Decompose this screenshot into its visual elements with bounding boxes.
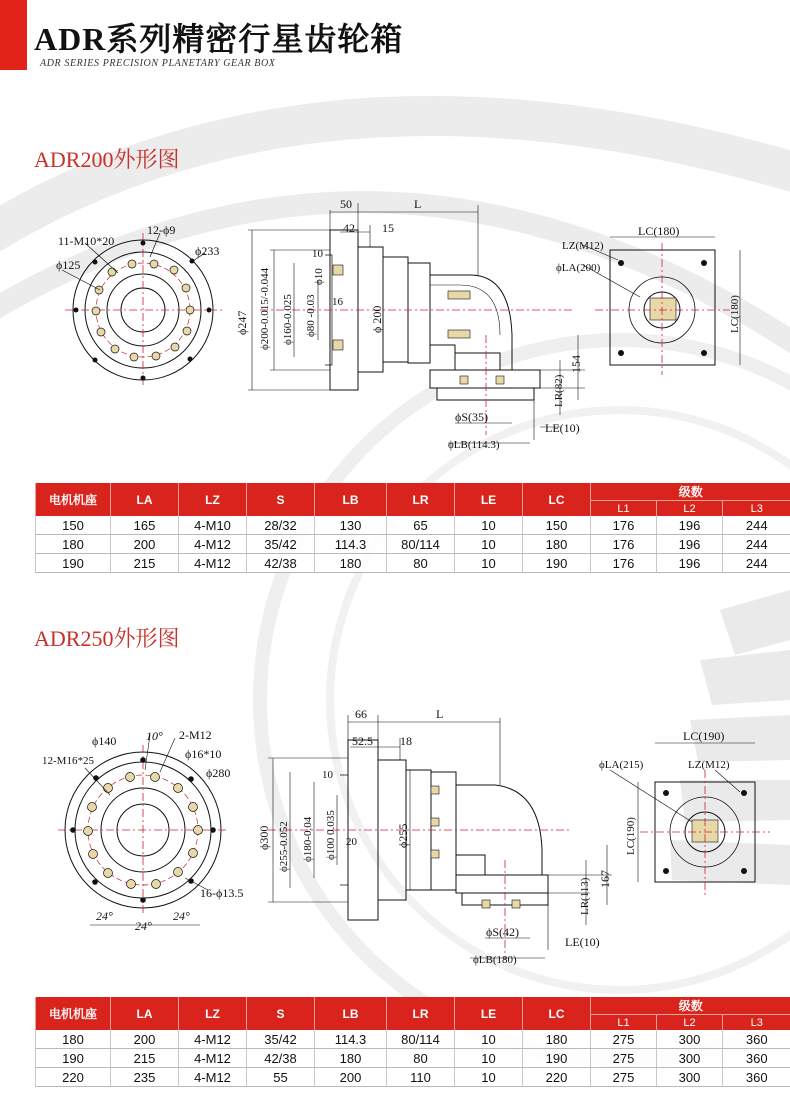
table-cell: 196 — [657, 535, 723, 554]
table-header-LA: LA — [111, 483, 179, 516]
table-header-stages: 级数 — [591, 483, 790, 501]
table-cell: 200 — [111, 1030, 179, 1049]
dim-phi10: ϕ10 — [313, 268, 325, 285]
dim-42: 42 — [343, 221, 355, 235]
table-header-S: S — [247, 997, 315, 1030]
table-cell: 200 — [111, 535, 179, 554]
dim-66: 66 — [355, 707, 367, 721]
dim-S: ϕS(35) — [455, 410, 488, 424]
header-accent-bar — [0, 0, 27, 70]
dim-L: L — [414, 197, 422, 211]
table-cell: 35/42 — [247, 535, 315, 554]
side-LA: ϕLA(215) — [599, 759, 644, 771]
table-cell: 190 — [36, 554, 111, 573]
table-header-LZ: LZ — [179, 483, 247, 516]
table-cell: 215 — [111, 1049, 179, 1068]
table-header-stages: 级数 — [591, 997, 790, 1015]
table-header-LB: LB — [315, 997, 387, 1030]
table-cell: 200 — [315, 1068, 387, 1087]
table-cell: 360 — [723, 1030, 790, 1049]
table-cell: 114.3 — [315, 535, 387, 554]
dim-200a: ϕ200-0.015/-0.044 — [259, 267, 271, 350]
table-cell: 180 — [523, 535, 591, 554]
side-LA: ϕLA(200) — [556, 262, 601, 274]
table-row — [36, 554, 790, 573]
label-angle-a: 24° — [96, 909, 113, 923]
side-LC-left: LC(190) — [625, 817, 637, 855]
table-cell: 130 — [315, 516, 387, 535]
dim-180: ϕ180-0.04 — [302, 816, 314, 862]
section-title-adr250: ADR250外形图 — [34, 626, 180, 651]
dim-20: 20 — [346, 836, 357, 848]
table-cell: 80/114 — [387, 1030, 455, 1049]
table-cell: 35/42 — [247, 1030, 315, 1049]
dim-255a: ϕ255-0.052 — [278, 821, 290, 872]
table-cell: 180 — [315, 1049, 387, 1068]
table-cell: 4-M10 — [179, 516, 247, 535]
adr200-side-view — [248, 203, 585, 443]
table-header-LZ: LZ — [179, 997, 247, 1030]
table-cell: 244 — [723, 554, 790, 573]
label-angle-c: 24° — [173, 909, 190, 923]
side-LC-right: LC(180) — [729, 295, 741, 333]
table-header-LC: LC — [523, 997, 591, 1030]
table-cell: 42/38 — [247, 554, 315, 573]
dim-LE: LE(10) — [565, 935, 600, 949]
table-cell: 196 — [657, 554, 723, 573]
table-cell: 215 — [111, 554, 179, 573]
label-front-2m12: 2-M12 — [179, 728, 212, 742]
table-cell: 42/38 — [247, 1049, 315, 1068]
table-cell: 10 — [455, 1049, 523, 1068]
table-cell: 275 — [591, 1068, 657, 1087]
table-header-L1: L1 — [591, 501, 657, 517]
dim-300: ϕ300 — [257, 825, 271, 850]
table-cell: 300 — [657, 1068, 723, 1087]
dim-L: L — [436, 707, 444, 721]
table-cell: 244 — [723, 516, 790, 535]
table-header-LR: LR — [387, 997, 455, 1030]
table-cell: 10 — [455, 1030, 523, 1049]
table-cell: 180 — [315, 554, 387, 573]
table-cell: 275 — [591, 1030, 657, 1049]
table-cell: 80 — [387, 1049, 455, 1068]
table-cell: 150 — [36, 516, 111, 535]
dim-16: 16 — [332, 296, 343, 308]
table-header-LB: LB — [315, 483, 387, 516]
label-front-phi16: ϕ16*10 — [185, 747, 222, 761]
label-front-pcd: ϕ233 — [195, 244, 220, 258]
dim-255b: ϕ255 — [396, 823, 410, 848]
table-cell: 10 — [455, 535, 523, 554]
table-cell: 28/32 — [247, 516, 315, 535]
table-cell: 4-M12 — [179, 1030, 247, 1049]
table-cell: 10 — [455, 554, 523, 573]
table-header-LC: LC — [523, 483, 591, 516]
table-cell: 220 — [36, 1068, 111, 1087]
table-cell: 150 — [523, 516, 591, 535]
side-LZ: LZ(M12) — [688, 759, 730, 771]
label-front-holes: 11-M10*20 — [58, 234, 115, 248]
label-angle-b: 24° — [135, 919, 152, 933]
table-row — [36, 535, 790, 554]
table-cell: 360 — [723, 1049, 790, 1068]
table-cell: 4-M12 — [179, 535, 247, 554]
dim-LR: LR(82) — [553, 374, 565, 407]
table-header-L3: L3 — [723, 1015, 790, 1031]
table-header-LE: LE — [455, 483, 523, 516]
table-cell: 176 — [591, 535, 657, 554]
table-cell: 235 — [111, 1068, 179, 1087]
dim-LB: ϕLB(114.3) — [448, 439, 500, 451]
table-cell: 114.3 — [315, 1030, 387, 1049]
dim-52: 52.5 — [352, 734, 373, 748]
page-subtitle: ADR SERIES PRECISION PLANETARY GEAR BOX — [40, 58, 276, 69]
table-header-S: S — [247, 483, 315, 516]
drawing-adr200 — [0, 185, 790, 470]
label-front-phi140: ϕ140 — [92, 734, 117, 748]
dim-200b: ϕ 200 — [370, 305, 384, 333]
label-front-angle10: 10° — [146, 729, 163, 743]
dim-LR: LR(113) — [579, 877, 591, 915]
table-cell: 196 — [657, 516, 723, 535]
dim-154: 154 — [569, 355, 583, 373]
table-header-L2: L2 — [657, 1015, 723, 1031]
table-cell: 10 — [455, 516, 523, 535]
drawing-adr250 — [0, 700, 790, 985]
spec-table-adr200 — [35, 483, 790, 573]
table-header-LA: LA — [111, 997, 179, 1030]
table-cell: 300 — [657, 1049, 723, 1068]
table-cell: 275 — [591, 1049, 657, 1068]
table-cell: 165 — [111, 516, 179, 535]
dim-18: 18 — [400, 734, 412, 748]
table-row — [36, 1068, 790, 1087]
table-row — [36, 516, 790, 535]
table-header-LE: LE — [455, 997, 523, 1030]
dim-80: ϕ80 -0.03 — [305, 294, 317, 337]
label-front-holes: 12-M16*25 — [42, 755, 94, 767]
table-cell: 190 — [523, 554, 591, 573]
adr250-side-view — [268, 715, 612, 960]
table-cell: 360 — [723, 1068, 790, 1087]
table-cell: 55 — [247, 1068, 315, 1087]
table-cell: 4-M12 — [179, 1049, 247, 1068]
table-cell: 4-M12 — [179, 554, 247, 573]
table-cell: 190 — [36, 1049, 111, 1068]
dim-160: ϕ160-0.025 — [282, 294, 294, 345]
adr200-flange-view — [583, 237, 740, 375]
side-LC-top: LC(180) — [638, 224, 680, 238]
table-cell: 190 — [523, 1049, 591, 1068]
table-header-LR: LR — [387, 483, 455, 516]
table-cell: 110 — [387, 1068, 455, 1087]
table-cell: 180 — [36, 1030, 111, 1049]
page-title: ADR系列精密行星齿轮箱 — [34, 21, 404, 57]
label-front-phi280: ϕ280 — [206, 766, 231, 780]
table-cell: 176 — [591, 516, 657, 535]
dim-247: ϕ247 — [235, 310, 249, 335]
dim-15: 15 — [382, 221, 394, 235]
table-row — [36, 1030, 790, 1049]
side-LC-top: LC(190) — [683, 729, 725, 743]
table-cell: 180 — [36, 535, 111, 554]
label-front-circle: ϕ125 — [56, 258, 81, 272]
table-cell: 300 — [657, 1030, 723, 1049]
table-cell: 4-M12 — [179, 1068, 247, 1087]
table-cell: 180 — [523, 1030, 591, 1049]
table-cell: 10 — [455, 1068, 523, 1087]
label-front-hole-dia: 12-ϕ9 — [147, 223, 176, 237]
table-cell: 80/114 — [387, 535, 455, 554]
table-header-L1: L1 — [591, 1015, 657, 1031]
dim-LE: LE(10) — [545, 421, 580, 435]
table-cell: 220 — [523, 1068, 591, 1087]
dim-100: ϕ100 0.035 — [325, 810, 337, 860]
table-cell: 176 — [591, 554, 657, 573]
table-header-L3: L3 — [723, 501, 790, 517]
table-cell: 80 — [387, 554, 455, 573]
label-front-16phi: 16-ϕ13.5 — [200, 886, 244, 900]
dim-LB: ϕLB(180) — [473, 954, 517, 966]
table-header-L2: L2 — [657, 501, 723, 517]
side-LZ: LZ(M12) — [562, 240, 604, 252]
table-row — [36, 1049, 790, 1068]
dim-167: 167 — [598, 870, 612, 888]
spec-table-adr250 — [35, 997, 790, 1087]
dim-S: ϕS(42) — [486, 925, 519, 939]
table-cell: 244 — [723, 535, 790, 554]
dim-10: 10 — [312, 248, 323, 260]
table-header-motor-base: 电机机座 — [36, 997, 111, 1030]
dim-50: 50 — [340, 197, 352, 211]
table-header-motor-base: 电机机座 — [36, 483, 111, 516]
dim-10: 10 — [322, 769, 333, 781]
table-cell: 65 — [387, 516, 455, 535]
section-title-adr200: ADR200外形图 — [34, 147, 180, 172]
